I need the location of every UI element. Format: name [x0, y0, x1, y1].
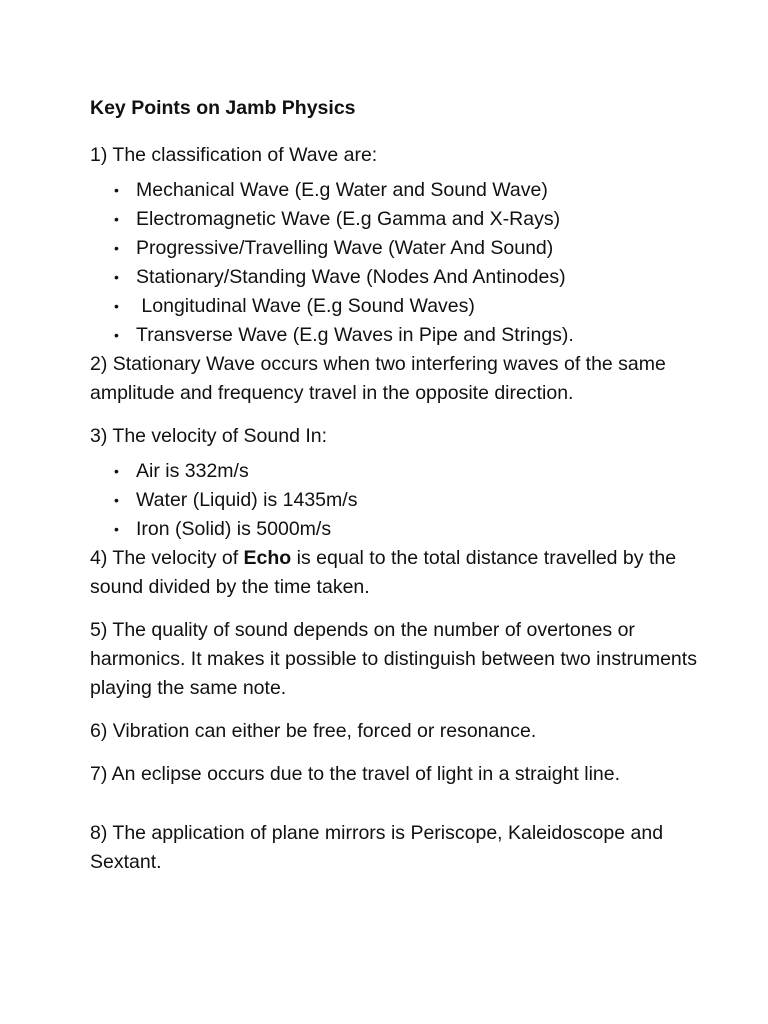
list-item: • Stationary/Standing Wave (Nodes And Antinodes)	[114, 263, 710, 292]
list-item: • Longitudinal Wave (E.g Sound Waves)	[114, 292, 710, 321]
bullet-icon: •	[114, 492, 119, 508]
list-item: • Mechanical Wave (E.g Water and Sound Wave)	[114, 176, 710, 205]
bullet-icon: •	[114, 182, 119, 198]
wave-classification-list	[90, 176, 710, 350]
echo-bold-term: Echo	[243, 547, 292, 569]
bullet-icon: •	[114, 211, 119, 227]
list-item: • Electromagnetic Wave (E.g Gamma and X-Rays)	[114, 205, 710, 234]
list-item: • Progressive/Travelling Wave (Water And Sound)	[114, 234, 710, 263]
bullet-icon: •	[114, 298, 119, 314]
bullet-icon: •	[114, 327, 119, 343]
point-4-text: 4) The velocity of Echo is equal to the total distance travelled by the sound divided by the time taken.	[90, 547, 677, 598]
point-8-text: 8) The application of plane mirrors is Periscope, Kaleidoscope and Sextant.	[90, 822, 664, 873]
bullet-icon: •	[114, 240, 119, 256]
point-3-text: 3) The velocity of Sound In:	[90, 425, 328, 447]
bullet-icon: •	[114, 521, 119, 537]
sound-velocity-list	[90, 457, 710, 544]
point-6-text: 6) Vibration can either be free, forced or resonance.	[90, 720, 537, 742]
point-2-text: 2) Stationary Wave occurs when two interfering waves of the same amplitude and frequency travel in the opposite direction.	[90, 353, 666, 404]
bullet-icon: •	[114, 463, 119, 479]
point-5-text: 5) The quality of sound depends on the number of overtones or harmonics. It makes it possible to distinguish between two instruments playing the same note.	[90, 619, 697, 699]
document-title: Key Points on Jamb Physics	[90, 97, 356, 119]
list-item: • Iron (Solid) is 5000m/s	[114, 515, 710, 544]
list-item: • Transverse Wave (E.g Waves in Pipe and Strings).	[114, 321, 710, 350]
list-item: • Water (Liquid) is 1435m/s	[114, 486, 710, 515]
bullet-icon: •	[114, 269, 119, 285]
list-item: • Air is 332m/s	[114, 457, 710, 486]
document-page	[90, 94, 710, 891]
point-7-text: 7) An eclipse occurs due to the travel of light in a straight line.	[90, 763, 621, 785]
point-1-text: 1) The classification of Wave are:	[90, 144, 378, 166]
